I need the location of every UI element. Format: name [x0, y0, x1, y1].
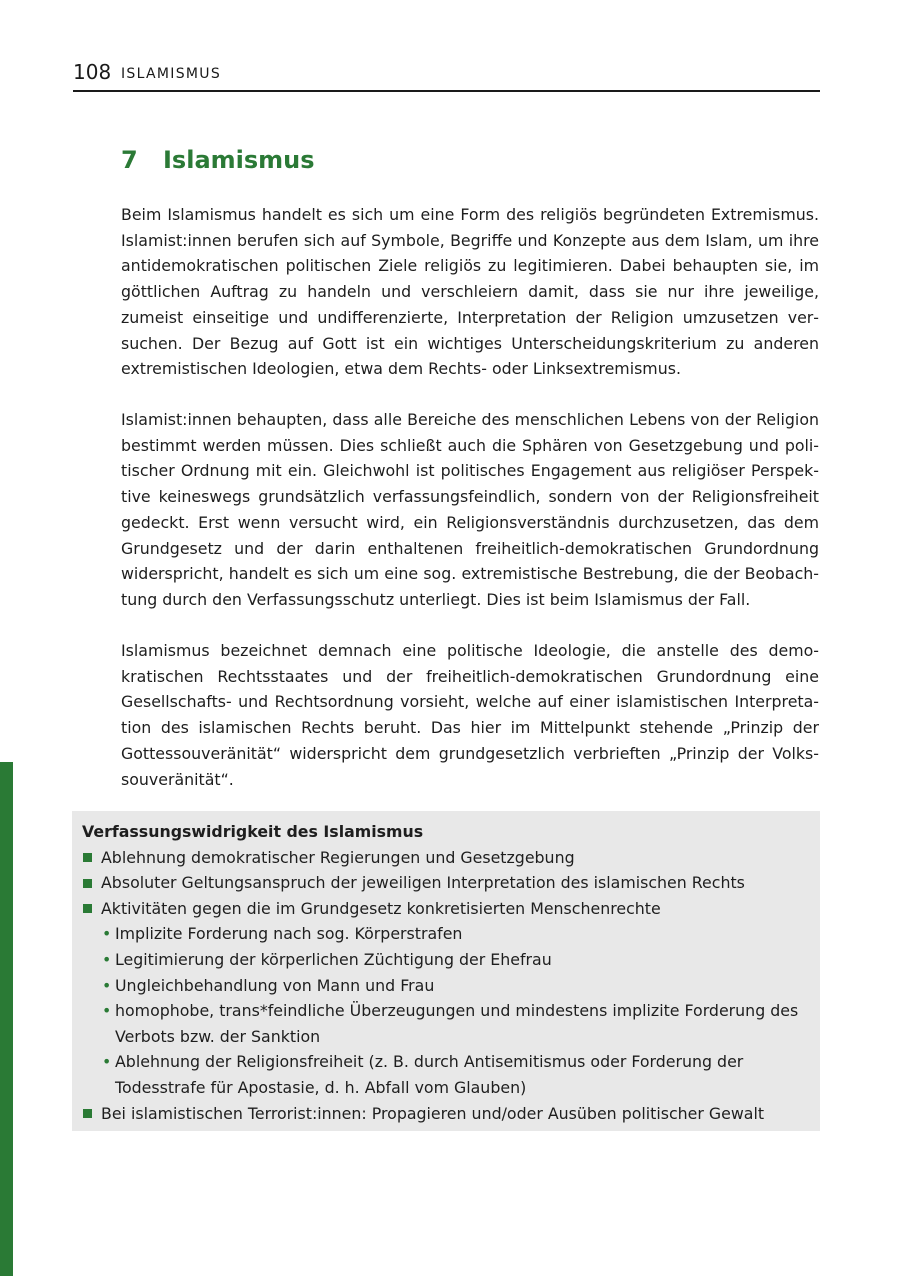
dot-bullet-icon: • [102, 975, 112, 995]
info-box-list [82, 845, 810, 1127]
dot-bullet-icon: • [102, 1052, 112, 1072]
info-box [72, 811, 820, 1131]
list-item-text: Aktivitäten gegen die im Grundgesetz konkretisierten Menschenrechte [101, 898, 661, 918]
sub-list-container [82, 921, 810, 1100]
sub-list-item [82, 1049, 810, 1100]
list-item-text: Ablehnung demokratischer Regierungen und Gesetzgebung [101, 847, 575, 867]
list-item [82, 896, 810, 922]
sub-list-item-text: Ablehnung der Religionsfreiheit (z. B. durch Antisemitismus oder Forderung der Todesstrafe für Apostasie, d. h. Abfall vom Glauben) [115, 1052, 744, 1097]
chapter-side-bar [0, 762, 13, 1276]
square-bullet-icon [83, 853, 92, 862]
sub-list-item [82, 947, 810, 973]
page-number: 108 [73, 60, 112, 84]
dot-bullet-icon: • [102, 1001, 112, 1021]
sub-list [82, 921, 810, 1100]
sub-list-item-text: Implizite Forderung nach sog. Körperstrafen [115, 924, 463, 944]
info-box-title: Verfassungswidrigkeit des Islamismus [82, 822, 424, 841]
dot-bullet-icon: • [102, 924, 112, 944]
sub-list-item-text: Ungleichbehandlung von Mann und Frau [115, 975, 435, 995]
square-bullet-icon [83, 904, 92, 913]
chapter-heading [121, 141, 315, 179]
chapter-title: Islamismus [163, 146, 315, 174]
square-bullet-icon [83, 1109, 92, 1118]
sub-list-item-text: Legitimierung der körperlichen Züchtigung der Ehefrau [115, 949, 552, 969]
list-item [82, 1101, 810, 1127]
body-paragraph: Islamist:innen behaupten, dass alle Bereiche des menschlichen Lebens von der Religion bestimmt werden müssen. Dies schließt auch die Sphären von Gesetzgebung und politischer Ordnung mit ein. Gleichwohl ist politisches Engagement aus religiöser Perspektive keineswegs grundsätzlich verfassungsfeindlich, sondern von der Religionsfreiheit gedeckt. Erst wenn versucht wird, ein Religionsverständnis durchzusetzen, das dem Grundgesetz und der darin enthaltenen freiheitlich-demokratischen Grundordnung widerspricht, handelt es sich um eine sog. extremistische Bestrebung, die der Beobachtung durch den Verfassungsschutz unterliegt. Dies ist beim Islamismus der Fall. [121, 410, 819, 609]
page-header [73, 58, 820, 92]
body-paragraph: Beim Islamismus handelt es sich um eine Form des religiös begründeten Extremismus. Islamist:innen berufen sich auf Symbole, Begriffe und Konzepte aus dem Islam, um ihre antidemokratischen politischen Ziele religiös zu legitimieren. Dabei behaupten sie, im göttlichen Auftrag zu handeln und verschleiern damit, dass sie nur ihre jeweilige, zumeist einseitige und undifferenzierte, Interpretation der Religion umzusetzen versuchen. Der Bezug auf Gott ist ein wichtiges Unterscheidungskriterium zu anderen extremistischen Ideologien, etwa dem Rechts- oder Linksextremismus. [121, 205, 819, 379]
list-item [82, 845, 810, 871]
sub-list-item [82, 998, 810, 1049]
list-item-text: Bei islamistischen Terrorist:innen: Propagieren und/oder Ausüben politischer Gewalt [101, 1103, 765, 1123]
list-item [82, 870, 810, 896]
square-bullet-icon [83, 879, 92, 888]
list-item-text: Absoluter Geltungsanspruch der jeweiligen Interpretation des islamischen Rechts [101, 873, 745, 893]
sub-list-item [82, 921, 810, 947]
sub-list-item-text: homophobe, trans*feindliche Überzeugungen und mindestens implizite Forderung des Verbots bzw. der Sanktion [115, 1001, 799, 1046]
chapter-number: 7 [121, 146, 138, 174]
dot-bullet-icon: • [102, 949, 112, 969]
body-paragraph: Islamismus bezeichnet demnach eine politische Ideologie, die anstelle des demokratischen Rechtsstaates und der freiheitlich-demokratischen Grundordnung eine Gesellschafts- und Rechtsordnung vorsieht, welche auf einer islamistischen Interpretation des islamischen Rechts beruht. Das hier im Mittelpunkt stehende „Prinzip der Gottessouveränität“ widerspricht dem grundgesetzlich verbrieften „Prinzip der Volkssouveränität“. [121, 641, 819, 789]
sub-list-item [82, 973, 810, 999]
running-title: ISLAMISMUS [121, 66, 222, 82]
